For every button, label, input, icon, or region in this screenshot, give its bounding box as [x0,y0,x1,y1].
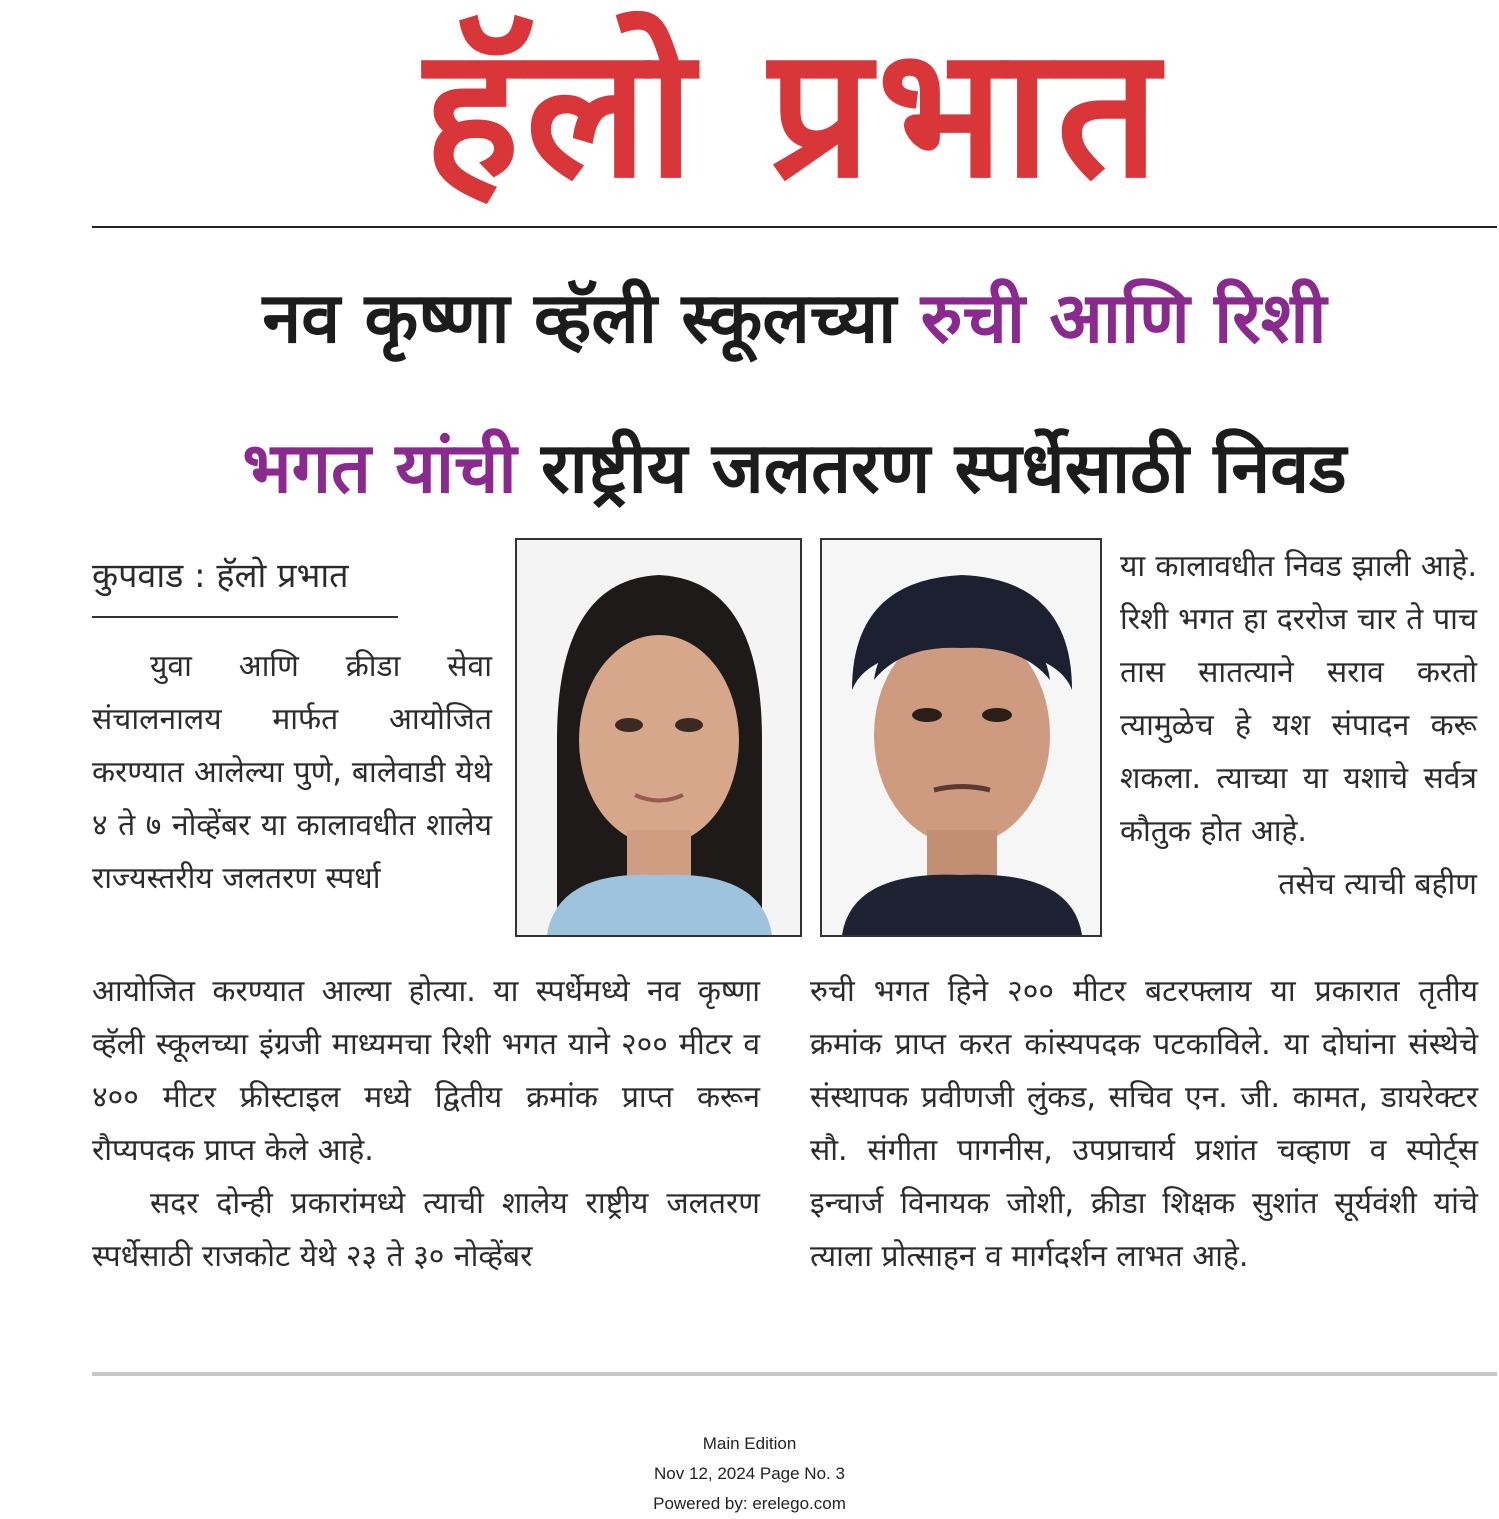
article-paragraph: आयोजित करण्यात आल्या होत्या. या स्पर्धेमध्ये नव कृष्णा व्हॅली स्कूलच्या इंग्रजी माध्यमचा रिशी भगत याने २०० मीटर व ४०० मीटर फ्रीस्टाइल मध्ये द्वितीय क्रमांक प्राप्त करून रौप्यपदक प्राप्त केले आहे. [92,974,760,1168]
headline-line-1 [92,268,1497,368]
article-column-1-top [92,640,492,905]
article-paragraph: सदर दोन्ही प्रकारांमध्ये त्याची शालेय राष्ट्रीय जलतरण स्पर्धेसाठी राजकोट येथे २३ ते ३० नोव्हेंबर [92,1186,760,1274]
headline-part-purple-1: रुची आणि रिशी [920,277,1327,359]
article-paragraph: तसेच त्याची बहीण [1278,867,1477,902]
footer-edition: Main Edition [702,1434,797,1453]
photo-ruchi [515,538,802,937]
article-paragraph: या कालावधीत निवड झाली आहे. रिशी भगत हा दररोज चार ते पाच तास सातत्याने सराव करतो त्यामुळेच हे यश संपादन करू शकला. त्याच्या या यशाचे सर्वत्र कौतुक होत आहे. [1120,549,1477,849]
article-paragraph: रुची भगत हिने २०० मीटर बटरफ्लाय या प्रकारात तृतीय क्रमांक प्राप्त करत कांस्यपदक पटकाविले. या दोघांना संस्थेचे संस्थापक प्रवीणजी लुंकड, सचिव एन. जी. कामत, डायरेक्टर सौ. संगीता पागनीस, उपप्राचार्य प्रशांत चव्हाण व स्पोर्ट्स इन्चार्ज विनायक जोशी, क्रीडा शिक्षक सुशांत सूर्यवंशी यांचे त्याला प्रोत्साहन व मार्गदर्शन लाभत आहे. [810,974,1478,1274]
photo-rishi [820,538,1102,937]
headline-part-dark-2: राष्ट्रीय जलतरण स्पर्धेसाठी निवड [540,427,1347,509]
article-column-1-bottom [92,965,760,1283]
dateline-divider [92,616,398,618]
headline-line-2 [92,418,1497,518]
footer-divider [92,1372,1497,1376]
headline-part-dark-1: नव कृष्णा व्हॅली स्कूलच्या [262,277,921,359]
article-column-3-top [1120,540,1477,911]
photo-placeholder-girl [517,540,800,935]
masthead-divider [92,226,1497,228]
headline-part-purple-2: भगत यांची [242,427,541,509]
article-column-3-bottom [810,965,1478,1283]
photo-placeholder-boy [822,540,1100,935]
masthead-title: हॅलो प्रभात [423,9,1166,218]
footer-powered-by[interactable]: Powered by: erelego.com [653,1494,846,1513]
footer-date-page: Nov 12, 2024 Page No. 3 [654,1464,845,1483]
dateline: कुपवाड : हॅलो प्रभात [92,556,349,596]
article-paragraph: युवा आणि क्रीडा सेवा संचालनालय मार्फत आयोजित करण्यात आलेल्या पुणे, बालेवाडी येथे ४ ते ७ नोव्हेंबर या कालावधीत शालेय राज्यस्तरीय जलतरण स्पर्धा [92,649,492,896]
